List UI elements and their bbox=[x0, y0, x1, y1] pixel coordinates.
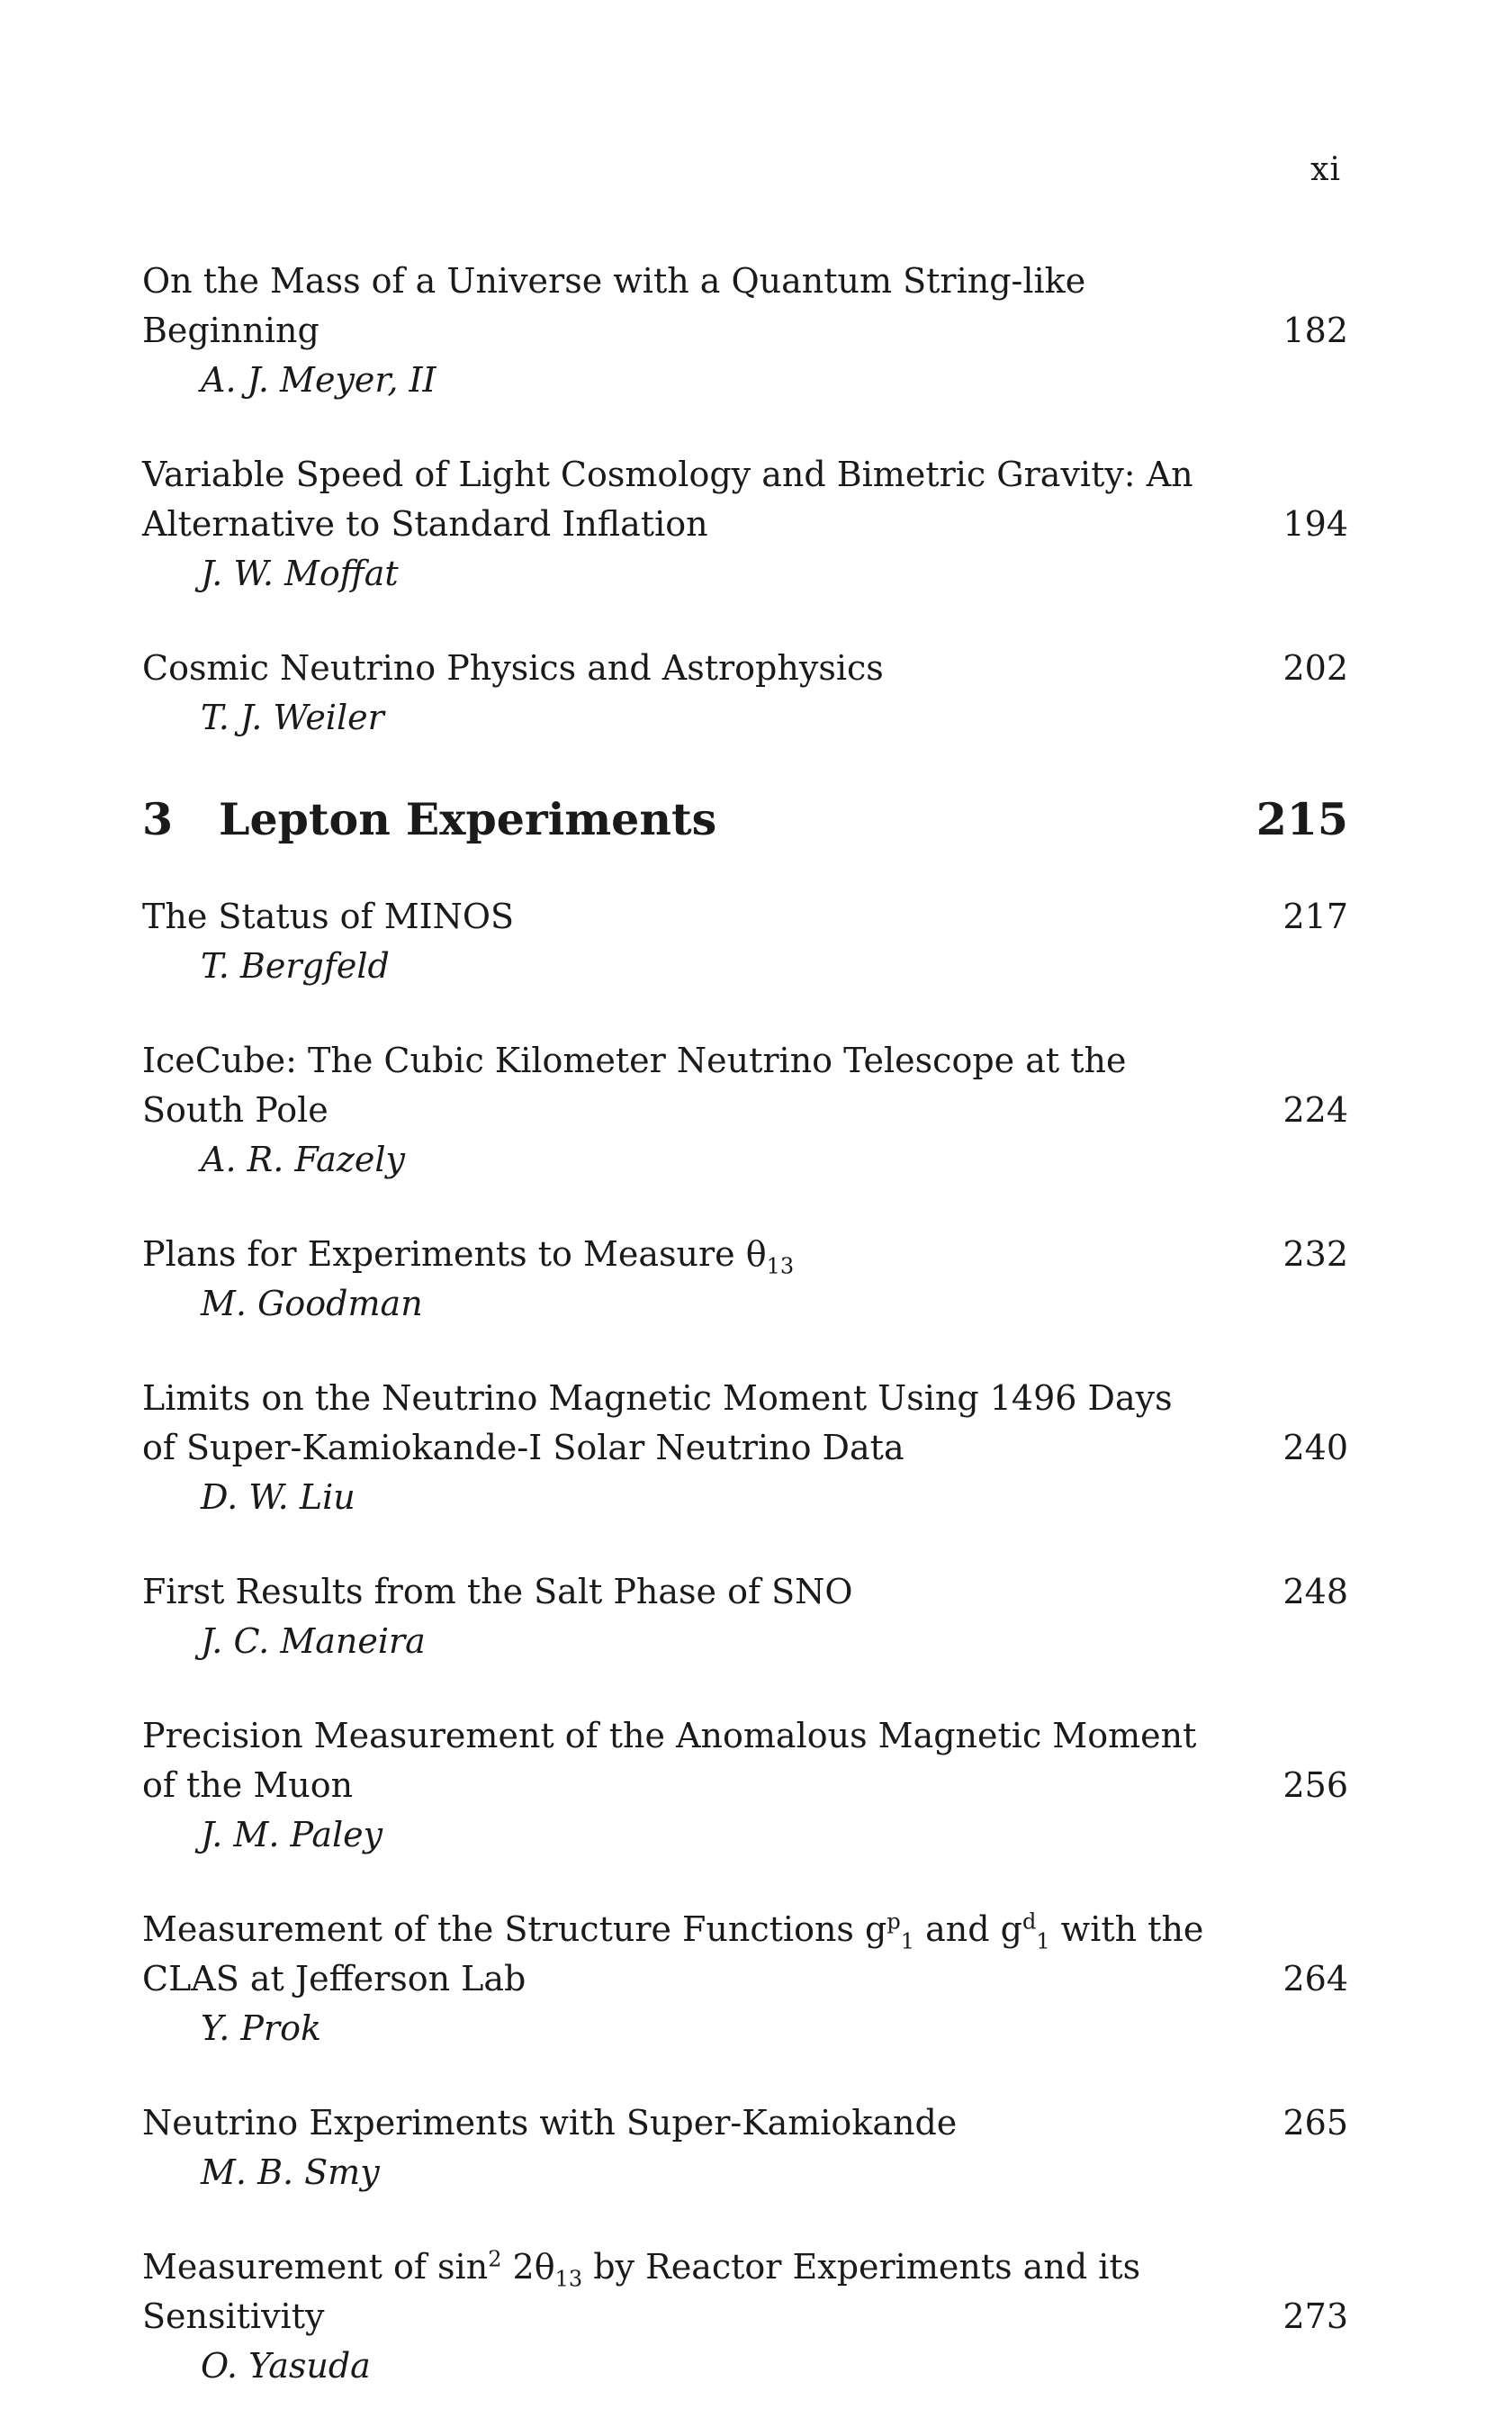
entry-author: A. R. Fazely bbox=[201, 1140, 405, 1179]
toc-entry bbox=[142, 644, 1348, 743]
entry-page: 265 bbox=[1282, 2103, 1348, 2143]
superscript: d bbox=[1022, 1908, 1037, 1935]
entry-title bbox=[142, 1230, 1204, 1279]
section-heading bbox=[142, 788, 1348, 851]
subscript: 13 bbox=[554, 2266, 583, 2292]
table-of-contents bbox=[142, 257, 1348, 2436]
entry-page: 264 bbox=[1282, 1959, 1348, 1998]
entry-page: 240 bbox=[1282, 1428, 1348, 1467]
entry-title: IceCube: The Cubic Kilometer Neutrino Telescope at the South Pole bbox=[142, 1041, 1127, 1130]
entry-author: Y. Prok bbox=[201, 2008, 321, 2048]
title-text: by Reactor Experiments and its Sensitivity bbox=[142, 2247, 1141, 2336]
entry-author: J. W. Moffat bbox=[201, 554, 399, 593]
toc-entry bbox=[142, 1230, 1348, 1329]
entry-title bbox=[142, 1905, 1204, 2004]
entry-title: Precision Measurement of the Anomalous Magnetic Moment of the Muon bbox=[142, 1716, 1197, 1805]
entry-title: Variable Speed of Light Cosmology and Bimetric Gravity: An Alternative to Standard Inflation bbox=[142, 455, 1193, 544]
toc-entry bbox=[142, 2098, 1348, 2197]
title-text: Plans for Experiments to Measure θ bbox=[142, 1234, 767, 1274]
section-title: Lepton Experiments bbox=[219, 793, 717, 845]
entry-page: 224 bbox=[1282, 1090, 1348, 1130]
entry-author: D. W. Liu bbox=[201, 1477, 356, 1517]
entry-author: M. B. Smy bbox=[201, 2152, 380, 2192]
subscript: 1 bbox=[1036, 1928, 1050, 1954]
title-text: 2θ bbox=[501, 2247, 555, 2287]
entry-page: 202 bbox=[1282, 648, 1348, 688]
entry-page: 232 bbox=[1282, 1234, 1348, 1274]
subscript: 13 bbox=[766, 1253, 795, 1279]
entry-author: J. M. Paley bbox=[201, 1815, 383, 1854]
entry-author: M. Goodman bbox=[201, 1284, 423, 1323]
entry-page: 194 bbox=[1282, 504, 1348, 544]
title-text: Measurement of sin bbox=[142, 2247, 489, 2287]
title-text: and g bbox=[914, 1909, 1022, 1949]
entry-title: Neutrino Experiments with Super-Kamiokande bbox=[142, 2103, 958, 2143]
entry-title: First Results from the Salt Phase of SNO bbox=[142, 1572, 853, 1611]
entry-title: Limits on the Neutrino Magnetic Moment Using 1496 Days of Super-Kamiokande-I Solar Neutrino Data bbox=[142, 1378, 1173, 1467]
toc-entry bbox=[142, 1374, 1348, 1522]
entry-author: J. C. Maneira bbox=[201, 1621, 426, 1661]
entry-author: O. Yasuda bbox=[201, 2346, 371, 2386]
entry-title: On the Mass of a Universe with a Quantum String-like Beginning bbox=[142, 261, 1086, 350]
toc-entry bbox=[142, 257, 1348, 405]
toc-entry bbox=[142, 2242, 1348, 2391]
entry-page: 182 bbox=[1282, 311, 1348, 350]
title-text: with the CLAS at Jefferson Lab bbox=[142, 1909, 1204, 1998]
entry-title: Cosmic Neutrino Physics and Astrophysics bbox=[142, 648, 884, 688]
superscript: p bbox=[886, 1908, 901, 1935]
subscript: 1 bbox=[900, 1928, 914, 1954]
title-text: Measurement of the Structure Functions g bbox=[142, 1909, 887, 1949]
entry-page: 256 bbox=[1282, 1765, 1348, 1805]
section-number: 3 bbox=[142, 793, 174, 845]
toc-entry bbox=[142, 1036, 1348, 1185]
toc-entry bbox=[142, 1567, 1348, 1666]
page-number: xi bbox=[1310, 151, 1341, 188]
toc-entry bbox=[142, 450, 1348, 599]
section-page: 215 bbox=[1256, 793, 1348, 845]
entry-page: 217 bbox=[1282, 897, 1348, 936]
entry-author: T. Bergfeld bbox=[201, 946, 390, 986]
toc-entry bbox=[142, 1711, 1348, 1860]
superscript: 2 bbox=[488, 2246, 502, 2272]
entry-page: 248 bbox=[1282, 1572, 1348, 1611]
toc-entry bbox=[142, 1905, 1348, 2053]
entry-title: The Status of MINOS bbox=[142, 897, 515, 936]
toc-entry bbox=[142, 892, 1348, 991]
entry-author: A. J. Meyer, II bbox=[201, 360, 436, 400]
entry-page: 273 bbox=[1282, 2296, 1348, 2336]
entry-title bbox=[142, 2242, 1204, 2341]
entry-author: T. J. Weiler bbox=[201, 698, 384, 737]
